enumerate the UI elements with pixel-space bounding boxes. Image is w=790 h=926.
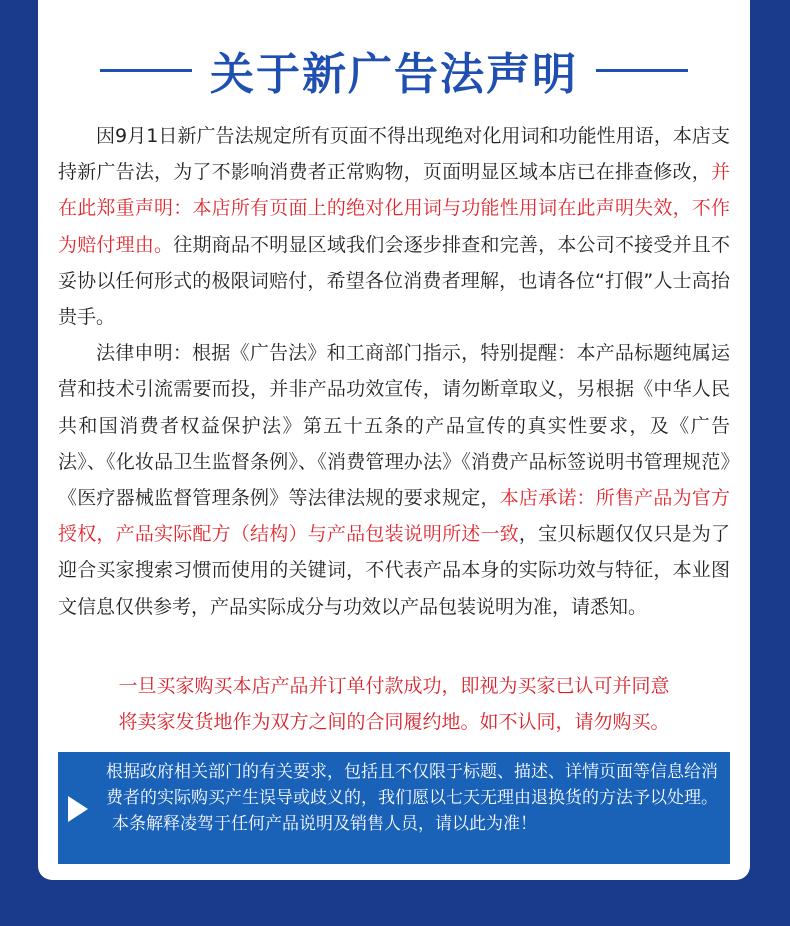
paragraph-ad-law [58,118,730,335]
paragraph-ad-law-text-2: 往期商品不明显区域我们会逐步排查和完善，本公司不接受并且不妥协以任何形式的极限词赔付，希望各位消费者理解，也请各位“打假”人士高抬贵手。 [58,233,730,329]
statement-card [38,0,750,880]
statement-body [58,118,730,625]
paragraph-legal [58,335,730,625]
paragraph-legal-text-2: ，宝贝标题仅仅只是为了迎合买家搜索习惯而使用的关键词，不代表产品本身的实际功效与特征，本业图文信息仅供参考，产品实际成分与功效以产品包装说明为准，请悉知。 [58,523,730,618]
purchase-notice [38,668,750,740]
title-line-left [100,69,192,72]
purchase-notice-line-1: 一旦买家购买本店产品并订单付款成功，即视为买家已认可并同意 [118,675,670,697]
title-row [38,40,750,100]
paragraph-ad-law-highlight: 并在此郑重声明：本店所有页面上的绝对化用词与功能性用词在此声明失效，不作为赔付理由。 [58,161,730,256]
paragraph-legal-text: 法律申明：根据《广告法》和工商部门指示，特别提醒：本产品标题纯属运营和技术引流需要而投，并非产品功效宣传，请勿断章取义，另根据《中华人民共和国消费者权益保护法》第五十五条的产品宣传的真实性要求，及《广告法》、《化妆品卫生监督条例》、《消费管理办法》《消费产品标签说明书管理规范》《医疗器械监督管理条例》等法律法规的要求规定， [58,342,730,510]
purchase-notice-line-2: 将卖家发货地作为双方之间的合同履约地。如不认同，请勿购买。 [118,711,670,733]
paragraph-ad-law-text: 因9月1日新广告法规定所有页面不得出现绝对化用词和功能性用语，本店支持新广告法，为了不影响消费者正常购物，页面明显区域本店已在排查修改， [58,125,730,184]
return-policy-box [58,752,730,864]
title-line-right [596,69,688,72]
play-icon [68,796,88,822]
page-title: 关于新广告法声明 [210,49,578,100]
return-policy-final: 本条解释凌驾于任何产品说明及销售人员，请以此为准！ [112,814,537,834]
paragraph-legal-highlight: 本店承诺：所售产品为官方授权，产品实际配方（结构）与产品包装说明所述一致 [58,487,730,546]
return-policy-text: 根据政府相关部门的有关要求，包括且不仅限于标题、描述、详情页面等信息给消费者的实际购买产生误导或歧义的，我们愿以七天无理由退换货的方法予以处理。 [106,762,718,808]
